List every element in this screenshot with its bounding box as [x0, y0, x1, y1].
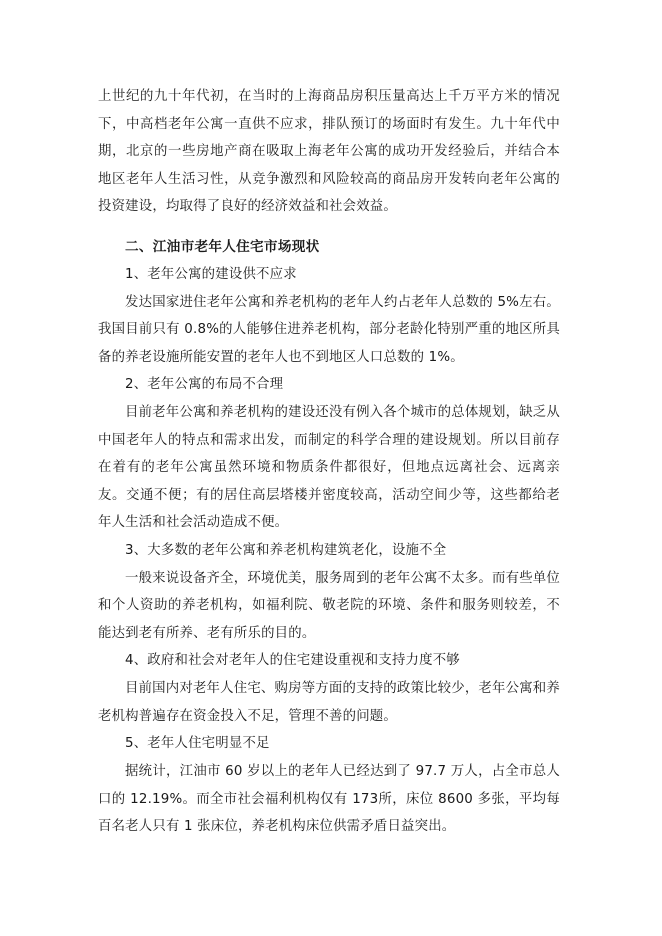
subsection-body-2: 目前老年公寓和养老机构的建设还没有例入各个城市的总体规划，缺乏从中国老年人的特点和需求出发，而制定的科学合理的建设规划。所以目前存在着有的老年公寓虽然环境和物质条件都很好，但地点远离社会、远离亲友。交通不便；有的居住高层塔楼并密度较高，活动空间少等，这些都给老年人生活和社会活动造成不便。	[98, 405, 560, 530]
subsection-body-3: 一般来说设备齐全，环境优美，服务周到的老年公寓不太多。而有些单位和个人资助的养老机构，如福利院、敬老院的环境、条件和服务则较差，不能达到老有所养、老有所乐的目的。	[98, 570, 560, 641]
subsection-body-4: 目前国内对老年人住宅、购房等方面的支持的政策比较少，老年公寓和养老机构普遍存在资金投入不足，管理不善的问题。	[98, 681, 560, 724]
section-heading: 二、江油市老年人住宅市场现状	[125, 238, 320, 255]
subsection-body-1: 发达国家进住老年公寓和养老机构的老年人约占老年人总数的 5%左右。我国目前只有 0.8%的人能够住进养老机构，部分老龄化特别严重的地区所具备的养老设施所能安置的老年人也不到地区人口总数的 1%。	[98, 294, 560, 365]
subsection-body-5: 据统计，江油市 60 岁以上的老年人已经达到了 97.7 万人，占全市总人口的 12.19%。而全市社会福利机构仅有 173所，床位 8600 多张，平均每百名老人只有 1 张床位，养老机构床位供需矛盾日益突出。	[98, 764, 560, 834]
subsection-title-3: 3、大多数的老年公寓和养老机构建筑老化，设施不全	[125, 542, 447, 558]
intro-paragraph: 上世纪的九十年代初，在当时的上海商品房积压量高达上千万平方米的情况下，中高档老年公寓一直供不应求，排队预订的场面时有发生。九十年代中期，北京的一些房地产商在吸取上海老年公寓的成功开发经验后，并结合本地区老年人生活习性，从竞争激烈和风险较高的商品房开发转向老年公寓的投资建设，均取得了良好的经济效益和社会效益。	[98, 89, 560, 214]
subsection-title-4: 4、政府和社会对老年人的住宅建设重视和支持力度不够	[125, 653, 460, 668]
subsection-title-5: 5、老年人住宅明显不足	[125, 736, 270, 751]
document-page	[98, 83, 560, 841]
subsection-title-1: 1、老年公寓的建设供不应求	[125, 266, 297, 282]
subsection-title-2: 2、老年公寓的布局不合理	[125, 377, 284, 392]
